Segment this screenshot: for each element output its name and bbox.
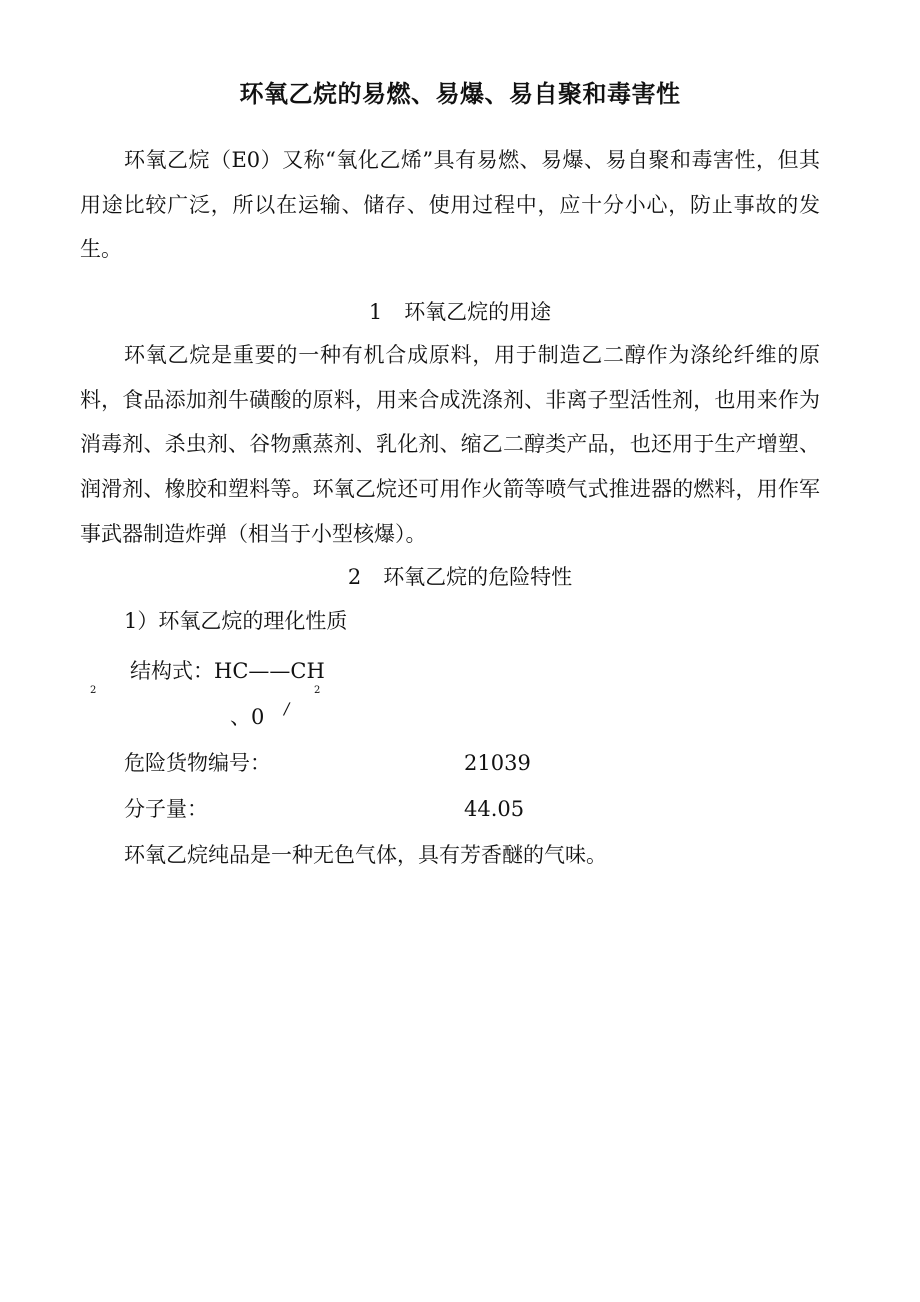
hazard-number-value: 21039 <box>464 751 531 775</box>
section-1-number: 1 <box>368 300 383 324</box>
structure-bond-slash: / <box>282 699 292 718</box>
subsection-heading: 1）环氧乙烷的理化性质 <box>124 609 348 633</box>
structure-formula-line <box>130 656 325 686</box>
section-1-heading <box>0 297 920 327</box>
document-title: 环氧乙烷的易燃、易爆、易自聚和毒害性 <box>239 80 681 108</box>
structure-formula-top: HC——CH <box>214 659 325 683</box>
section-2-title: 环氧乙烷的危险特性 <box>383 565 573 589</box>
structure-subscript-right: 2 <box>314 685 321 696</box>
section-1-body: 环氧乙烷是重要的一种有机合成原料，用于制造乙二醇作为涤纶纤维的原料，食品添加剂牛磺酸的原料，用来合成洗涤剂、非离子型活性剂，也用来作为消毒剂、杀虫剂、谷物熏蒸剂、乳化剂、缩乙二醇类产品，也还用于生产增塑、润滑剂、橡胶和塑料等。环氧乙烷还可用作火箭等喷气式推进器的燃料，用作军事武器制造炸弹（相当于小型核爆）。 <box>80 343 820 546</box>
description-line: 环氧乙烷纯品是一种无色气体，具有芳香醚的气味。 <box>124 843 607 867</box>
molecular-weight-label: 分子量： <box>124 797 208 821</box>
hazard-number-label: 危险货物编号： <box>124 751 271 775</box>
section-2-heading <box>0 562 920 592</box>
structure-label: 结构式： <box>130 659 214 683</box>
section-1-title: 环氧乙烷的用途 <box>404 300 552 324</box>
section-2-number: 2 <box>347 565 362 589</box>
intro-paragraph: 环氧乙烷（E0）又称“氧化乙烯”具有易燃、易爆、易自聚和毒害性，但其用途比较广泛，所以在运输、储存、使用过程中，应十分小心，防止事故的发生。 <box>80 148 820 262</box>
molecular-weight-value: 44.05 <box>464 797 525 821</box>
structure-subscript-left: 2 <box>90 685 97 696</box>
structure-formula-bottom: 、0 <box>230 705 265 729</box>
